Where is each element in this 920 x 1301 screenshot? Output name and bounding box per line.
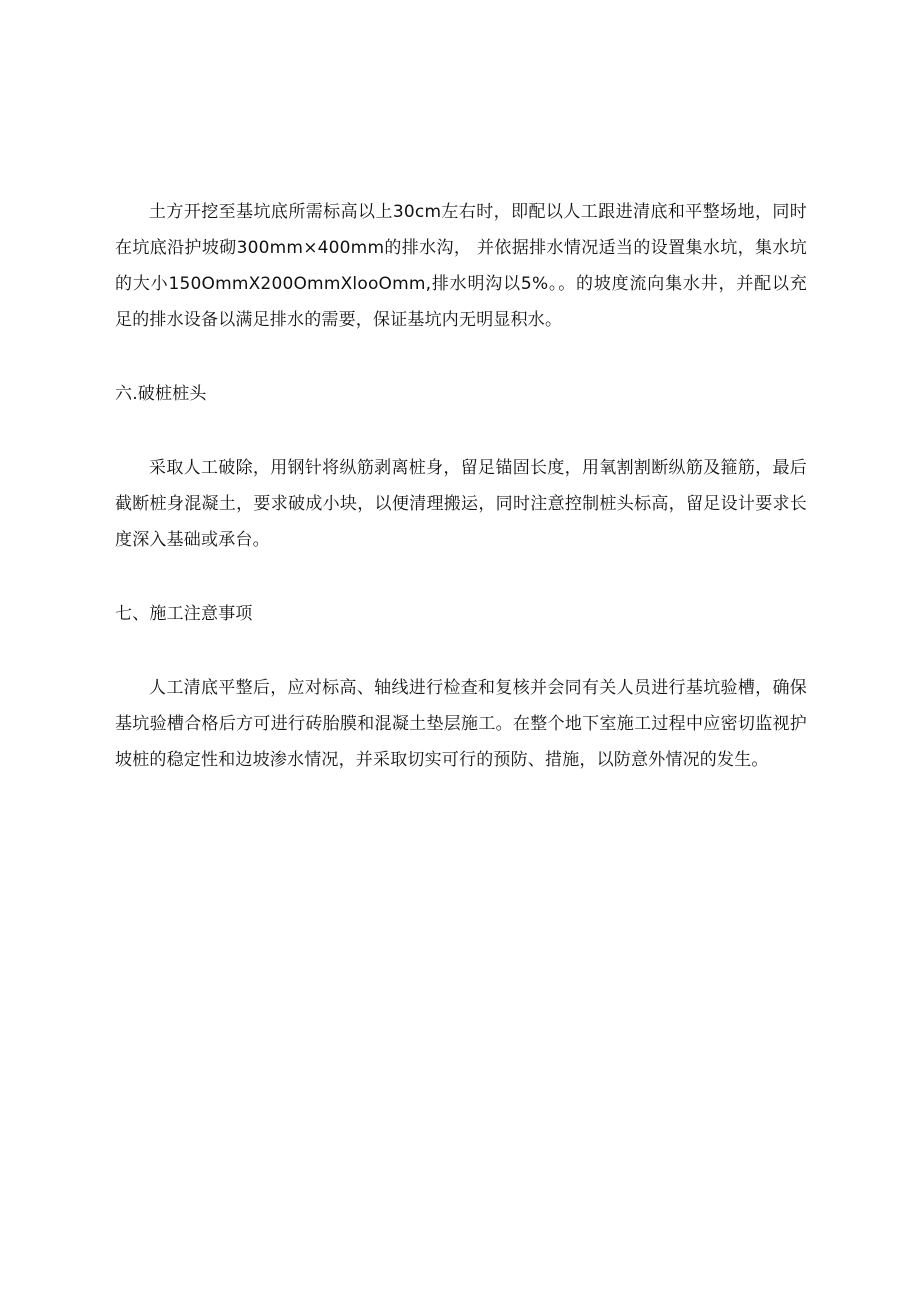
paragraph-precautions: 人工清底平整后，应对标高、轴线进行检查和复核并会同有关人员进行基坑验槽，确保基坑验槽合格后方可进行砖胎膜和混凝土垫层施工。在整个地下室施工过程中应密切监视护坡桩的稳定性和边坡渗水情况，并采取切实可行的预防、措施，以防意外情况的发生。 xyxy=(115,678,807,770)
paragraph-excavation: 土方开挖至基坑底所需标高以上30cm左右时，即配以人工跟进清底和平整场地，同时在坑底沿护坡砌300mm×400mm的排水沟， 并依据排水情况适当的设置集水坑，集水坑的大小150OmmX200OmmXlooOmm,排水明沟以5%。。的坡度流向集水井，并配以充足的排水设备以满足排水的需要，保证基坑内无明显积水。 xyxy=(115,202,807,330)
spacer xyxy=(115,632,807,670)
section-heading-pile-head: 六.破桩桩头 xyxy=(115,384,207,404)
section-heading-precautions: 七、施工注意事项 xyxy=(115,604,253,624)
document-body xyxy=(115,194,807,778)
spacer xyxy=(115,558,807,596)
spacer xyxy=(115,338,807,376)
spacer xyxy=(115,412,807,450)
paragraph-pile-breaking: 采取人工破除，用钢针将纵筋剥离桩身，留足锚固长度，用氧割割断纵筋及箍筋，最后截断桩身混凝土，要求破成小块，以便清理搬运，同时注意控制桩头标高，留足设计要求长度深入基础或承台。 xyxy=(115,458,807,550)
